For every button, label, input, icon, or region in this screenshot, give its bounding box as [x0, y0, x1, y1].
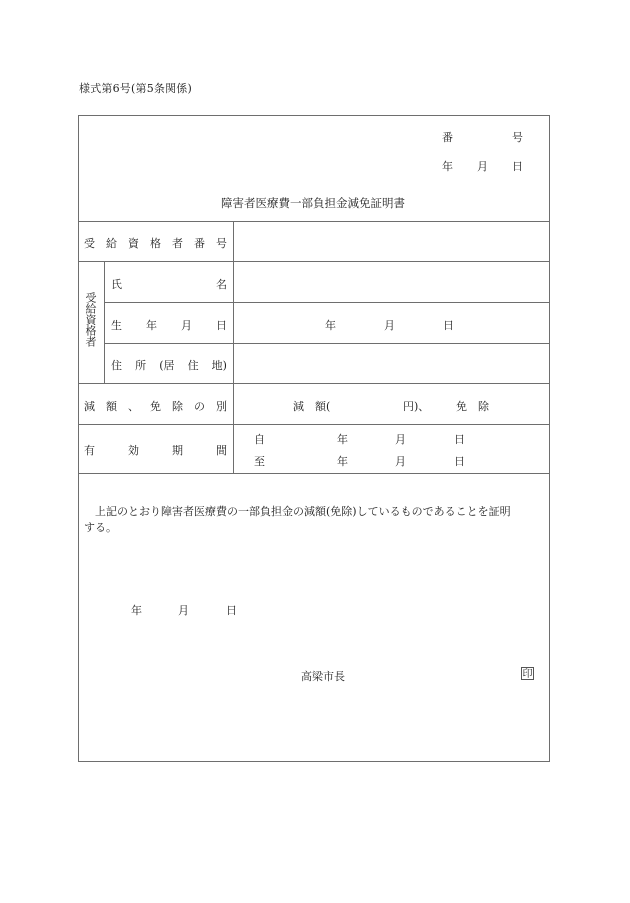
recipient-number-field[interactable]: [234, 222, 550, 261]
label-char: 有: [84, 444, 95, 457]
label-char: 間: [216, 444, 227, 457]
recipient-number-label: [84, 235, 227, 251]
label-char: 期: [172, 444, 183, 457]
reduction-option[interactable]: 減 額(: [293, 400, 331, 413]
certification-text-line1: 上記のとおり障害者医療費の一部負担金の減額(免除)しているものであることを証明: [95, 505, 511, 518]
label-char: 住: [111, 359, 122, 372]
row-divider: [78, 383, 550, 384]
label-char: 受: [84, 237, 95, 250]
row-divider: [104, 302, 550, 303]
name-field[interactable]: [234, 262, 550, 302]
document-title: 障害者医療費一部負担金減免証明書: [221, 196, 405, 210]
label-char: 給: [106, 237, 117, 250]
header-date-month: 月: [477, 160, 488, 173]
validity-to-year: 年: [337, 455, 348, 468]
row-divider: [78, 473, 550, 474]
reduction-type-label: [84, 398, 227, 414]
label-char: (居: [159, 359, 175, 372]
issue-date-month: 月: [178, 604, 189, 617]
seal-mark: 印: [522, 669, 533, 680]
label-char: 日: [216, 319, 227, 332]
group-divider: [104, 261, 105, 383]
number-label-go: 号: [512, 131, 523, 144]
label-char: 額: [106, 400, 117, 413]
header-date-year: 年: [442, 160, 453, 173]
label-char: 者: [172, 237, 183, 250]
form-reference: 様式第6号(第5条関係): [79, 82, 192, 95]
name-label: [111, 276, 227, 292]
reduction-yen: 円)、: [403, 400, 430, 413]
label-char: 月: [181, 319, 192, 332]
label-char: 効: [128, 444, 139, 457]
row-divider: [78, 424, 550, 425]
certificate-frame: [78, 115, 550, 762]
label-char: 免: [150, 400, 161, 413]
header-date-day: 日: [512, 160, 523, 173]
label-char: 地): [211, 359, 227, 372]
validity-from-month: 月: [395, 433, 406, 446]
label-char: 名: [216, 278, 227, 291]
label-char: 所: [135, 359, 147, 372]
label-char: 、: [128, 400, 139, 413]
validity-to-day: 日: [454, 455, 465, 468]
recipient-group-label: 受給資格者: [84, 292, 97, 347]
validity-from-day: 日: [454, 433, 465, 446]
validity-from-year: 年: [337, 433, 348, 446]
validity-period-label: [84, 442, 227, 458]
issuer-name: 高梁市長: [301, 670, 345, 683]
validity-to-month: 月: [395, 455, 406, 468]
issue-date-year: 年: [131, 604, 142, 617]
label-char: 番: [194, 237, 205, 250]
certification-text-line2: する。: [84, 521, 117, 534]
birthdate-day: 日: [443, 319, 454, 332]
number-label-ban: 番: [442, 131, 453, 144]
label-char: の: [194, 400, 205, 413]
validity-from-label: 自: [254, 433, 265, 446]
label-char: 号: [216, 237, 227, 250]
address-field[interactable]: [234, 344, 550, 383]
label-char: 別: [216, 400, 227, 413]
birthdate-label: [111, 317, 227, 333]
label-char: 除: [172, 400, 183, 413]
issue-date-day: 日: [226, 604, 237, 617]
label-char: 減: [84, 400, 95, 413]
label-char: 生: [111, 319, 122, 332]
label-char: 住: [187, 359, 199, 372]
address-label: [111, 357, 227, 373]
label-char: 年: [146, 319, 157, 332]
birthdate-month: 月: [384, 319, 395, 332]
label-char: 氏: [111, 278, 122, 291]
exemption-option[interactable]: 免 除: [456, 400, 489, 413]
validity-to-label: 至: [254, 455, 265, 468]
birthdate-year: 年: [325, 319, 336, 332]
label-char: 資: [128, 237, 139, 250]
label-char: 格: [150, 237, 161, 250]
